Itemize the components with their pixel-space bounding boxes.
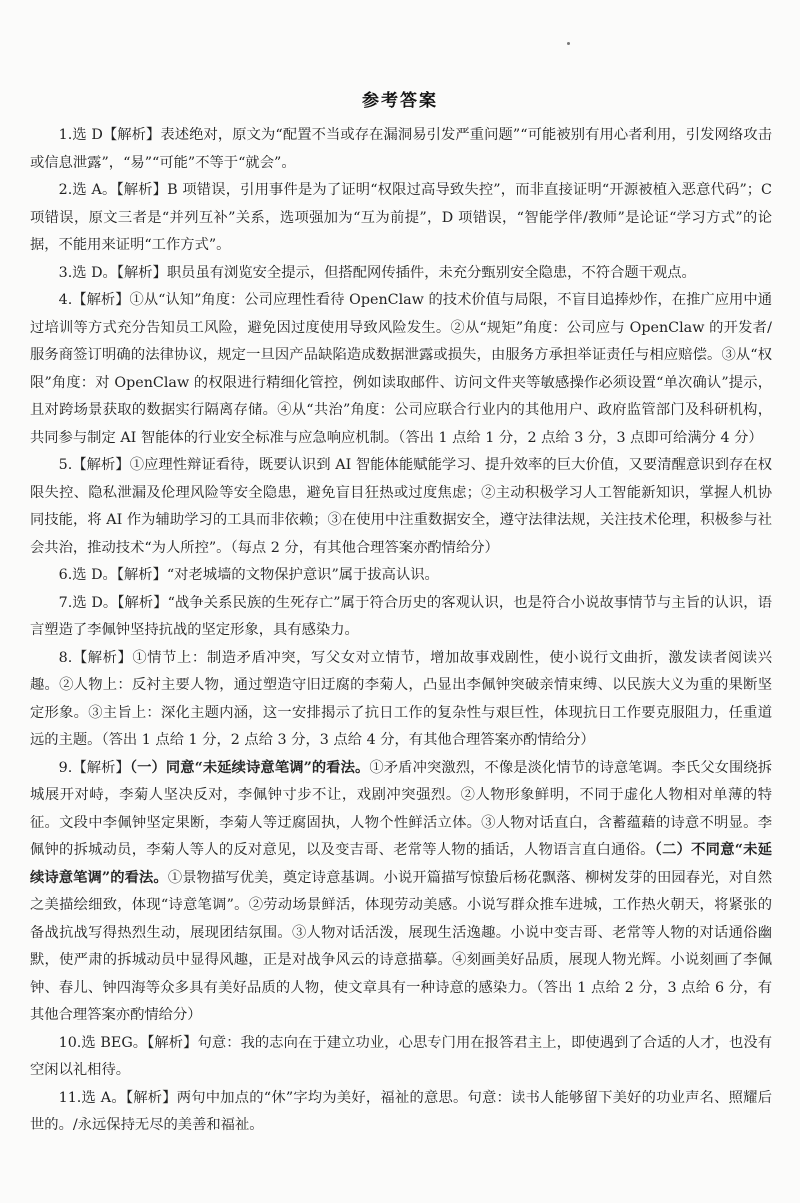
- answer-item-4: 4.【解析】①从“认知”角度：公司应理性看待 OpenClaw 的技术价值与局限，不盲目追捧炒作，在推广应用中通过培训等方式充分告知员工风险，避免因过度使用导致风险发生。②从“规矩”角度：公司应与 OpenClaw 的开发者/服务商签订明确的法律协议，规定一旦因产品缺陷造成数据泄露或损失，由服务方承担举证责任与相应赔偿。③从“权限”角度：对 OpenClaw 的权限进行精细化管控，例如读取邮件、访问文件夹等敏感操作必须设置“单次确认”提示，且对跨场景获取的数据实行隔离存储。④从“共治”角度：公司应联合行业内的其他用户、政府监管部门及科研机构，共同参与制定 AI 智能体的行业安全标准与应急响应机制。（答出 1 点给 1 分，2 点给 3 分，3 点即可给满分 4 分）: [30, 292, 772, 446]
- answer-item-6: 6.选 D。【解析】“对老城墙的文物保护意识”属于拔高认识。: [58, 567, 439, 583]
- answer-item-9: [30, 755, 772, 1030]
- scan-dot: [567, 42, 570, 45]
- answer-9-disagree-body: ①景物描写优美，奠定诗意基调。小说开篇描写惊蛰后杨花飘落、柳树发芽的田园春光，对自然之美描绘细致，体现“诗意笔调”。②劳动场景鲜活，体现劳动美感。小说写群众推车进城，工作热火朝天，将紧张的备战抗战写得热烈生动，展现团结氛围。③人物对话活泼，展现生活逸趣。小说中变吉哥、老常等人物的对话通俗幽默，使严肃的拆城动员中显得风趣，正是对战争风云的诗意描摹。④刻画美好品质，展现人物光辉。小说刻画了李佩钟、春儿、钟四海等众多具有美好品质的人物，使文章具有一种诗意的感染力。（答出 1 点给 2 分，3 点给 6 分，有其他合理答案亦酌情给分）: [30, 869, 772, 1023]
- answer-list: [30, 122, 772, 1140]
- answer-item-2: 2.选 A。【解析】B 项错误，引用事件是为了证明“权限过高导致失控”，而非直接证明“开源被植入恶意代码”；C 项错误，原文三者是“并列互补”关系，选项强加为“互为前提”，D 项错误，“智能学伴/教师”是论证“学习方式”的论据，不能用来证明“工作方式”。: [30, 182, 772, 253]
- answer-item-5: 5.【解析】①应理性辩证看待，既要认识到 AI 智能体能赋能学习、提升效率的巨大价值，又要清醒意识到存在权限失控、隐私泄漏及伦理风险等安全隐患，避免盲目狂热或过度焦虑；②主动积极学习人工智能新知识，掌握人机协同技能，将 AI 作为辅助学习的工具而非依赖；③在使用中注重数据安全，遵守法律法规，关注技术伦理，积极参与社会共治，推动技术“为人所控”。（每点 2 分，有其他合理答案亦酌情给分）: [30, 457, 772, 556]
- answer-item-11: 11.选 A。【解析】两句中加点的“休”字均为美好，福祉的意思。句意：读书人能够留下美好的功业声名、照耀后世的。/永远保持无尽的美善和福祉。: [30, 1089, 772, 1133]
- answer-item-3: 3.选 D。【解析】职员虽有浏览安全提示，但搭配网传插件，未充分甄别安全隐患，不符合题干观点。: [58, 264, 696, 281]
- answer-item-1: 1.选 D【解析】表述绝对，原文为“配置不当或存在漏洞易引发严重问题”“可能被别有用心者利用，引发网络攻击或信息泄露”，“易”“可能”不等于“就会”。: [30, 127, 772, 171]
- answer-item-7: 7.选 D。【解析】“战争关系民族的生死存亡”属于符合历史的客观认识，也是符合小说故事情节与主旨的认识，语言塑造了李佩钟坚持抗战的坚定形象，具有感染力。: [30, 594, 772, 638]
- answer-9-lead: 9.【解析】: [58, 759, 130, 776]
- answer-9-disagree-heading: （二）不同意“未延续诗意笔调”的看法。: [30, 842, 772, 886]
- page-title: 参考答案: [362, 91, 438, 111]
- answer-item-10: 10.选 BEG。【解析】句意：我的志向在于建立功业，心思专门用在报答君主上，即使遇到了合适的人才，也没有空闲以礼相待。: [30, 1034, 772, 1078]
- answer-item-8: 8.【解析】①情节上：制造矛盾冲突，写父女对立情节，增加故事戏剧性，使小说行文曲折，激发读者阅读兴趣。②人物上：反衬主要人物，通过塑造守旧迂腐的李菊人，凸显出李佩钟突破亲情束缚、以民族大义为重的果断坚定形象。③主旨上：深化主题内涵，这一安排揭示了抗日工作的复杂性与艰巨性，体现抗日工作要克服阻力，任重道远的主题。（答出 1 点给 1 分，2 点给 3 分，3 点给 4 分，有其他合理答案亦酌情给分）: [30, 649, 772, 748]
- answer-9-agree-body: ①矛盾冲突激烈，不像是淡化情节的诗意笔调。李氏父女围绕拆城展开对峙，李菊人坚决反对，李佩钟寸步不让，戏剧冲突强烈。②人物形象鲜明，不同于虚化人物相对单薄的特征。文段中李佩钟坚定果断，李菊人等迂腐固执，人物个性鲜活立体。③人物对话直白，含蓄蕴藉的诗意不明显。李佩钟的拆城动员，李菊人等人的反对意见，以及变吉哥、老常等人物的插话，人物语言直白通俗。: [30, 759, 773, 858]
- answer-9-agree-heading: （一）同意“未延续诗意笔调”的看法。: [129, 759, 370, 776]
